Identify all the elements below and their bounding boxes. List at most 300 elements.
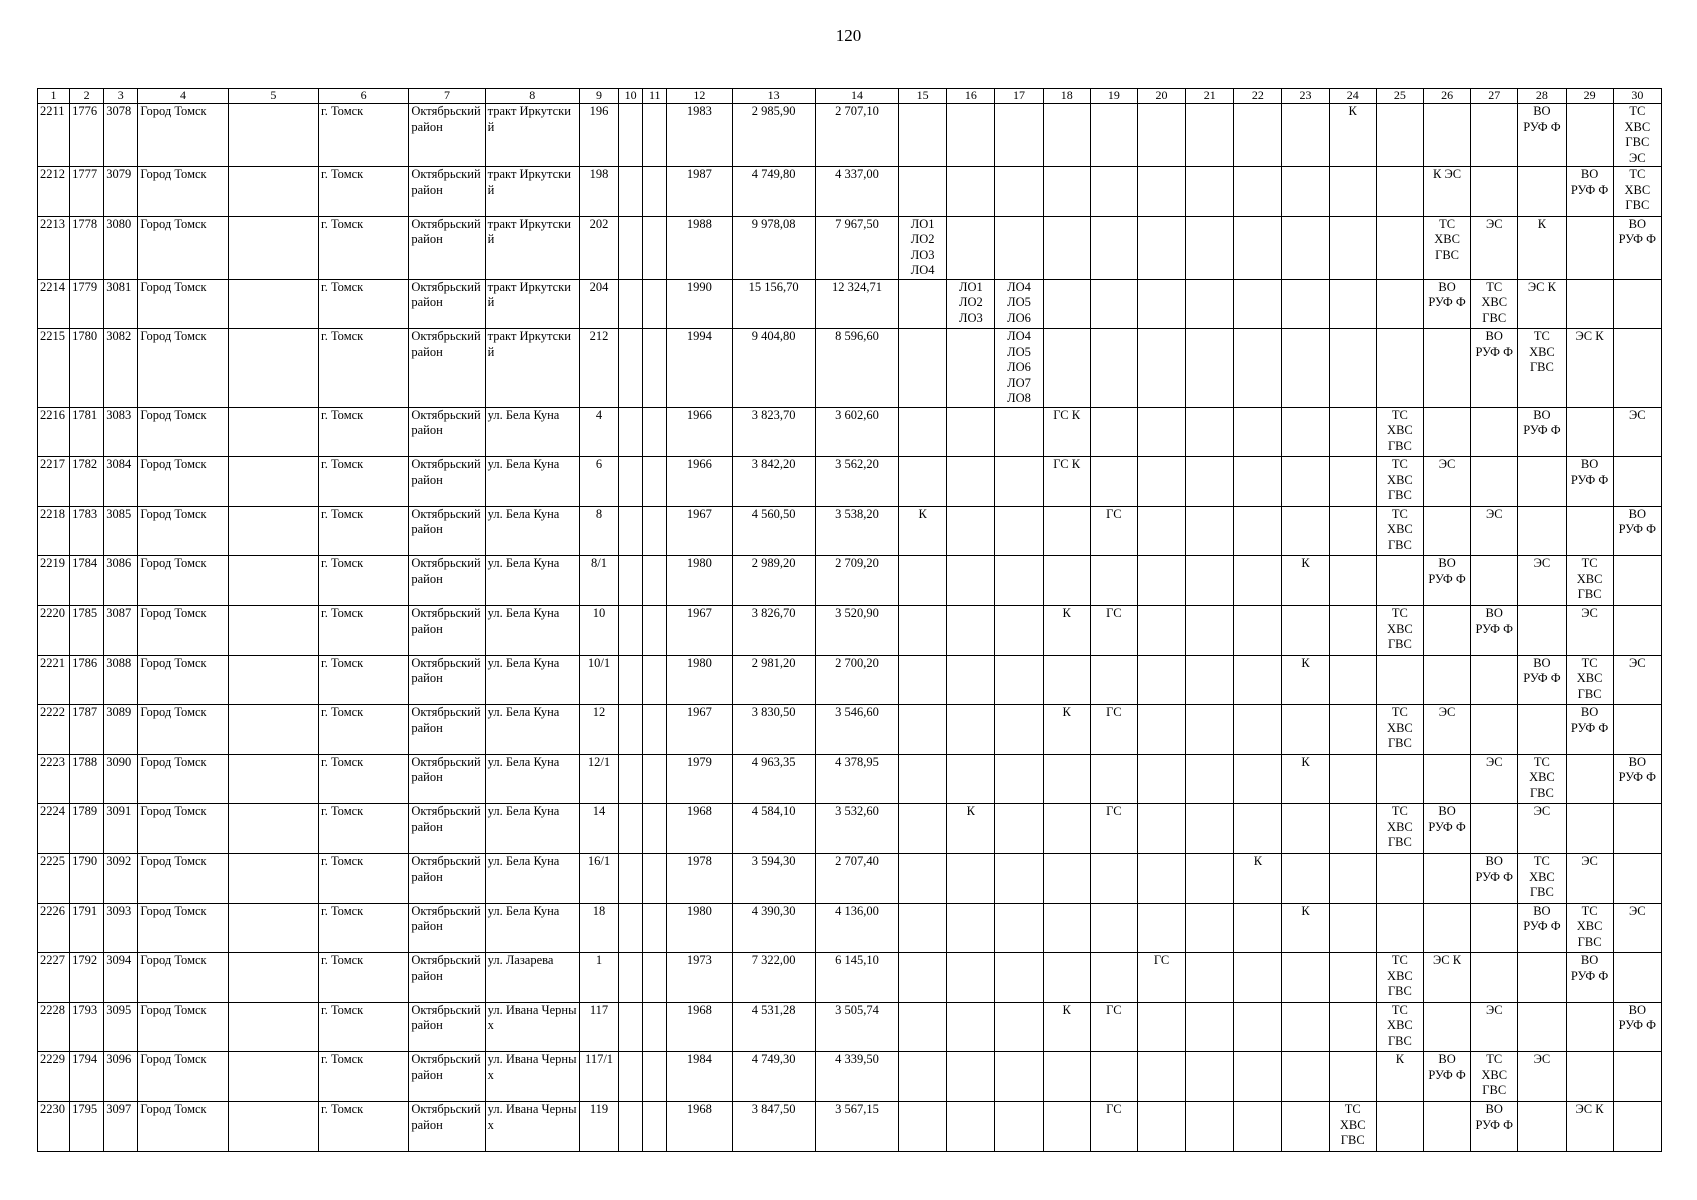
table-cell: [643, 104, 667, 167]
table-cell: ул. Ивана Черных: [485, 1002, 579, 1052]
table-cell: [1566, 104, 1613, 167]
table-cell: ВО РУФ Ф: [1613, 506, 1661, 556]
table-cell: г. Томск: [319, 1002, 409, 1052]
table-cell: [995, 1052, 1043, 1102]
table-cell: ВО РУФ Ф: [1613, 754, 1661, 804]
table-cell: ТС ХВС ГВС: [1376, 506, 1423, 556]
table-cell: [1471, 903, 1518, 953]
table-cell: [1329, 216, 1376, 279]
table-cell: 4: [579, 407, 618, 457]
table-cell: [1043, 655, 1090, 705]
table-cell: [1471, 655, 1518, 705]
table-cell: ЭС К: [1566, 1102, 1613, 1152]
table-cell: [1329, 953, 1376, 1003]
table-cell: [1186, 655, 1234, 705]
table-cell: 1978: [667, 854, 732, 904]
table-cell: [1234, 953, 1282, 1003]
column-header: 6: [319, 89, 409, 104]
table-cell: ЭС: [1613, 903, 1661, 953]
table-cell: [1566, 754, 1613, 804]
table-cell: [1043, 903, 1090, 953]
table-cell: К: [1234, 854, 1282, 904]
table-cell: ГС: [1090, 506, 1137, 556]
table-cell: 2214: [38, 279, 70, 329]
table-cell: [1137, 1002, 1185, 1052]
table-cell: [1043, 754, 1090, 804]
table-cell: [899, 854, 947, 904]
table-cell: Город Томск: [138, 655, 228, 705]
table-cell: [1566, 804, 1613, 854]
table-cell: 2 985,90: [732, 104, 815, 167]
table-row: [38, 556, 1662, 606]
table-cell: ВО РУФ Ф: [1518, 407, 1566, 457]
table-cell: 198: [579, 167, 618, 217]
table-cell: 1786: [70, 655, 104, 705]
table-cell: 2211: [38, 104, 70, 167]
table-cell: 1988: [667, 216, 732, 279]
table-cell: ВО РУФ Ф: [1566, 953, 1613, 1003]
table-cell: [1186, 329, 1234, 408]
table-cell: [1234, 104, 1282, 167]
table-cell: 1966: [667, 457, 732, 507]
table-cell: ТС ХВС ГВС: [1376, 705, 1423, 755]
table-cell: [1186, 407, 1234, 457]
table-cell: ВО РУФ Ф: [1471, 1102, 1518, 1152]
table-cell: 3081: [104, 279, 138, 329]
table-cell: г. Томск: [319, 104, 409, 167]
column-header: 19: [1090, 89, 1137, 104]
table-cell: [1282, 1002, 1329, 1052]
table-cell: Город Томск: [138, 556, 228, 606]
table-cell: [1329, 1052, 1376, 1102]
table-cell: [1186, 216, 1234, 279]
table-cell: 119: [579, 1102, 618, 1152]
table-cell: 2 707,40: [815, 854, 898, 904]
table-cell: г. Томск: [319, 279, 409, 329]
table-cell: 2228: [38, 1002, 70, 1052]
table-cell: [1282, 506, 1329, 556]
table-cell: ВО РУФ Ф: [1566, 705, 1613, 755]
table-cell: [1234, 606, 1282, 656]
table-cell: [1137, 1052, 1185, 1102]
table-cell: тракт Иркутский: [485, 216, 579, 279]
table-cell: 3 830,50: [732, 705, 815, 755]
table-cell: тракт Иркутский: [485, 329, 579, 408]
table-cell: [1518, 506, 1566, 556]
table-row: [38, 216, 1662, 279]
table-row: [38, 606, 1662, 656]
table-cell: [1234, 216, 1282, 279]
table-cell: 3088: [104, 655, 138, 705]
table-cell: 4 339,50: [815, 1052, 898, 1102]
table-cell: [1234, 329, 1282, 408]
table-cell: [1186, 705, 1234, 755]
table-cell: Октябрьский район: [409, 279, 485, 329]
table-cell: [643, 705, 667, 755]
table-cell: Октябрьский район: [409, 407, 485, 457]
table-cell: 2230: [38, 1102, 70, 1152]
table-cell: [1137, 506, 1185, 556]
table-cell: ВО РУФ Ф: [1566, 167, 1613, 217]
table-cell: 1967: [667, 705, 732, 755]
table-cell: [1329, 1002, 1376, 1052]
table-cell: [1043, 104, 1090, 167]
table-cell: ЭС: [1518, 556, 1566, 606]
table-cell: К ЭС: [1423, 167, 1470, 217]
table-cell: 4 584,10: [732, 804, 815, 854]
table-cell: [899, 407, 947, 457]
table-cell: [1234, 167, 1282, 217]
table-cell: [1090, 216, 1137, 279]
table-cell: [1234, 1002, 1282, 1052]
table-cell: 1994: [667, 329, 732, 408]
table-cell: Город Томск: [138, 903, 228, 953]
table-cell: [947, 457, 995, 507]
table-cell: [1471, 705, 1518, 755]
table-row: [38, 279, 1662, 329]
table-cell: 3 520,90: [815, 606, 898, 656]
table-cell: [1518, 1102, 1566, 1152]
table-cell: [1518, 1002, 1566, 1052]
table-cell: 10: [579, 606, 618, 656]
table-cell: 3094: [104, 953, 138, 1003]
table-cell: г. Томск: [319, 167, 409, 217]
table-cell: [643, 556, 667, 606]
table-cell: [1566, 1052, 1613, 1102]
table-cell: [995, 167, 1043, 217]
table-cell: Город Томск: [138, 167, 228, 217]
table-cell: [1137, 167, 1185, 217]
table-cell: ЭС: [1423, 457, 1470, 507]
table-cell: [947, 216, 995, 279]
table-cell: [1137, 804, 1185, 854]
table-cell: [899, 953, 947, 1003]
table-cell: [1613, 279, 1661, 329]
column-header: 14: [815, 89, 898, 104]
table-cell: 1987: [667, 167, 732, 217]
table-cell: 3 594,30: [732, 854, 815, 904]
table-cell: [995, 556, 1043, 606]
table-cell: [1376, 329, 1423, 408]
table-cell: [1376, 167, 1423, 217]
table-cell: тракт Иркутский: [485, 104, 579, 167]
table-cell: [1566, 407, 1613, 457]
table-cell: Город Томск: [138, 1102, 228, 1152]
table-cell: 4 963,35: [732, 754, 815, 804]
table-cell: [619, 167, 643, 217]
table-cell: ВО РУФ Ф: [1423, 1052, 1470, 1102]
table-cell: [1043, 506, 1090, 556]
table-cell: [899, 279, 947, 329]
table-cell: ГС: [1090, 804, 1137, 854]
table-cell: [947, 329, 995, 408]
table-cell: 2227: [38, 953, 70, 1003]
table-cell: [1282, 279, 1329, 329]
table-row: [38, 754, 1662, 804]
table-cell: [947, 1002, 995, 1052]
table-cell: [947, 167, 995, 217]
table-cell: [228, 1052, 318, 1102]
table-cell: ТС ХВС ГВС: [1329, 1102, 1376, 1152]
table-cell: 204: [579, 279, 618, 329]
table-cell: [1137, 606, 1185, 656]
table-cell: [899, 104, 947, 167]
table-cell: 1795: [70, 1102, 104, 1152]
table-cell: [619, 655, 643, 705]
table-cell: ТС ХВС ГВС: [1566, 655, 1613, 705]
table-cell: 1782: [70, 457, 104, 507]
table-cell: [1234, 804, 1282, 854]
table-cell: 3 562,20: [815, 457, 898, 507]
table-cell: ул. Бела Куна: [485, 804, 579, 854]
table-cell: ТС ХВС ГВС: [1471, 279, 1518, 329]
table-cell: [995, 457, 1043, 507]
table-cell: [1518, 953, 1566, 1003]
table-cell: 1: [579, 953, 618, 1003]
table-cell: [1423, 655, 1470, 705]
table-cell: [1090, 104, 1137, 167]
table-cell: Октябрьский район: [409, 1002, 485, 1052]
table-cell: 1789: [70, 804, 104, 854]
table-cell: Город Томск: [138, 953, 228, 1003]
table-cell: 1781: [70, 407, 104, 457]
table-cell: г. Томск: [319, 804, 409, 854]
table-cell: ЛО1 ЛО2 ЛО3 ЛО4: [899, 216, 947, 279]
table-cell: [228, 854, 318, 904]
table-cell: [899, 705, 947, 755]
table-cell: [899, 167, 947, 217]
table-cell: Октябрьский район: [409, 953, 485, 1003]
table-row: [38, 329, 1662, 408]
table-cell: [643, 407, 667, 457]
table-cell: 3 602,60: [815, 407, 898, 457]
table-cell: ГС: [1090, 1102, 1137, 1152]
table-cell: 3086: [104, 556, 138, 606]
table-cell: [1471, 556, 1518, 606]
table-cell: [1282, 705, 1329, 755]
table-cell: ЭС: [1471, 754, 1518, 804]
table-cell: 3 538,20: [815, 506, 898, 556]
table-row: [38, 457, 1662, 507]
table-cell: [1329, 556, 1376, 606]
table-cell: ЭС: [1613, 655, 1661, 705]
table-cell: [643, 279, 667, 329]
table-cell: [1613, 804, 1661, 854]
table-cell: г. Томск: [319, 329, 409, 408]
table-cell: ЛО4 ЛО5 ЛО6: [995, 279, 1043, 329]
table-row: [38, 1102, 1662, 1152]
table-cell: [1282, 167, 1329, 217]
column-header: 28: [1518, 89, 1566, 104]
table-cell: [947, 1102, 995, 1152]
table-cell: 1785: [70, 606, 104, 656]
table-cell: 1792: [70, 953, 104, 1003]
table-cell: 1794: [70, 1052, 104, 1102]
column-header: 1: [38, 89, 70, 104]
table-cell: [1234, 903, 1282, 953]
table-cell: [899, 655, 947, 705]
column-header: 25: [1376, 89, 1423, 104]
table-cell: [1043, 279, 1090, 329]
table-cell: Октябрьский район: [409, 556, 485, 606]
table-cell: [1043, 556, 1090, 606]
table-cell: [643, 216, 667, 279]
column-header: 29: [1566, 89, 1613, 104]
table-cell: Город Томск: [138, 104, 228, 167]
table-cell: [1376, 104, 1423, 167]
table-cell: [619, 216, 643, 279]
table-cell: [899, 1052, 947, 1102]
table-cell: [228, 754, 318, 804]
table-cell: [1376, 556, 1423, 606]
table-cell: [1282, 104, 1329, 167]
table-cell: ул. Бела Куна: [485, 606, 579, 656]
table-cell: [1186, 457, 1234, 507]
table-cell: ул. Лазарева: [485, 953, 579, 1003]
table-cell: ТС ХВС ГВС: [1518, 754, 1566, 804]
table-cell: 2216: [38, 407, 70, 457]
table-cell: [228, 655, 318, 705]
column-header: 23: [1282, 89, 1329, 104]
table-cell: 3091: [104, 804, 138, 854]
table-cell: Город Томск: [138, 506, 228, 556]
table-cell: 1968: [667, 1002, 732, 1052]
table-cell: г. Томск: [319, 854, 409, 904]
table-cell: [1423, 329, 1470, 408]
table-cell: [995, 1002, 1043, 1052]
table-cell: ЭС: [1613, 407, 1661, 457]
table-cell: 3 847,50: [732, 1102, 815, 1152]
table-cell: [1090, 457, 1137, 507]
table-cell: ЭС: [1471, 1002, 1518, 1052]
table-cell: [1137, 216, 1185, 279]
table-cell: [643, 655, 667, 705]
table-cell: [947, 754, 995, 804]
table-row: [38, 104, 1662, 167]
table-cell: 1777: [70, 167, 104, 217]
table-cell: [1043, 167, 1090, 217]
column-header: 7: [409, 89, 485, 104]
table-cell: [643, 1052, 667, 1102]
table-cell: [1137, 705, 1185, 755]
table-cell: [1137, 556, 1185, 606]
table-cell: [228, 407, 318, 457]
column-header: 16: [947, 89, 995, 104]
table-cell: [1234, 705, 1282, 755]
table-cell: 16/1: [579, 854, 618, 904]
table-cell: [228, 167, 318, 217]
table-cell: ВО РУФ Ф: [1613, 216, 1661, 279]
table-cell: [1329, 279, 1376, 329]
table-cell: [1376, 216, 1423, 279]
table-cell: ул. Бела Куна: [485, 705, 579, 755]
table-cell: [1234, 655, 1282, 705]
table-cell: тракт Иркутский: [485, 279, 579, 329]
table-cell: Октябрьский район: [409, 506, 485, 556]
table-cell: [1282, 329, 1329, 408]
table-cell: [1090, 903, 1137, 953]
table-cell: 1967: [667, 606, 732, 656]
table-cell: [995, 655, 1043, 705]
table-cell: 1979: [667, 754, 732, 804]
table-cell: 7 967,50: [815, 216, 898, 279]
column-header: 22: [1234, 89, 1282, 104]
table-cell: [995, 754, 1043, 804]
table-cell: 3 823,70: [732, 407, 815, 457]
table-cell: 9 978,08: [732, 216, 815, 279]
table-cell: 2 989,20: [732, 556, 815, 606]
table-cell: 4 560,50: [732, 506, 815, 556]
column-header: 15: [899, 89, 947, 104]
column-header: 20: [1137, 89, 1185, 104]
table-cell: [1329, 606, 1376, 656]
table-cell: г. Томск: [319, 1102, 409, 1152]
table-cell: Октябрьский район: [409, 457, 485, 507]
table-cell: [1376, 754, 1423, 804]
table-cell: [619, 104, 643, 167]
table-cell: тракт Иркутский: [485, 167, 579, 217]
table-cell: 15 156,70: [732, 279, 815, 329]
table-cell: 1793: [70, 1002, 104, 1052]
table-cell: [1471, 457, 1518, 507]
table-cell: [228, 457, 318, 507]
table-cell: [995, 1102, 1043, 1152]
table-cell: [1423, 1002, 1470, 1052]
table-cell: ул. Бела Куна: [485, 556, 579, 606]
table-cell: [899, 1002, 947, 1052]
table-cell: 3082: [104, 329, 138, 408]
table-cell: 3 567,15: [815, 1102, 898, 1152]
table-cell: ТС ХВС ГВС: [1376, 953, 1423, 1003]
table-cell: Город Томск: [138, 854, 228, 904]
table-cell: 1980: [667, 556, 732, 606]
table-cell: [619, 279, 643, 329]
table-cell: [1329, 804, 1376, 854]
table-cell: [1234, 457, 1282, 507]
table-cell: ЛО4 ЛО5 ЛО6 ЛО7 ЛО8: [995, 329, 1043, 408]
table-cell: ВО РУФ Ф: [1518, 104, 1566, 167]
table-cell: [1234, 407, 1282, 457]
table-cell: ЭС: [1471, 506, 1518, 556]
table-cell: 2219: [38, 556, 70, 606]
table-cell: 1778: [70, 216, 104, 279]
table-cell: [1471, 407, 1518, 457]
table-cell: 8 596,60: [815, 329, 898, 408]
table-cell: Октябрьский район: [409, 754, 485, 804]
column-header: 5: [228, 89, 318, 104]
table-cell: [1234, 754, 1282, 804]
table-cell: [899, 556, 947, 606]
table-cell: Октябрьский район: [409, 329, 485, 408]
table-cell: [1613, 329, 1661, 408]
table-cell: г. Томск: [319, 903, 409, 953]
table-cell: [1186, 506, 1234, 556]
table-cell: [1090, 329, 1137, 408]
table-cell: 4 390,30: [732, 903, 815, 953]
table-cell: Город Томск: [138, 804, 228, 854]
table-cell: Город Томск: [138, 279, 228, 329]
column-header: 10: [619, 89, 643, 104]
table-cell: К: [1043, 606, 1090, 656]
table-cell: ТС ХВС ГВС: [1471, 1052, 1518, 1102]
table-cell: ТС ХВС ГВС: [1376, 1002, 1423, 1052]
table-cell: 9 404,80: [732, 329, 815, 408]
table-cell: [228, 1102, 318, 1152]
table-row: [38, 953, 1662, 1003]
table-cell: ТС ХВС ГВС: [1518, 854, 1566, 904]
table-cell: К: [1282, 556, 1329, 606]
table-cell: г. Томск: [319, 506, 409, 556]
